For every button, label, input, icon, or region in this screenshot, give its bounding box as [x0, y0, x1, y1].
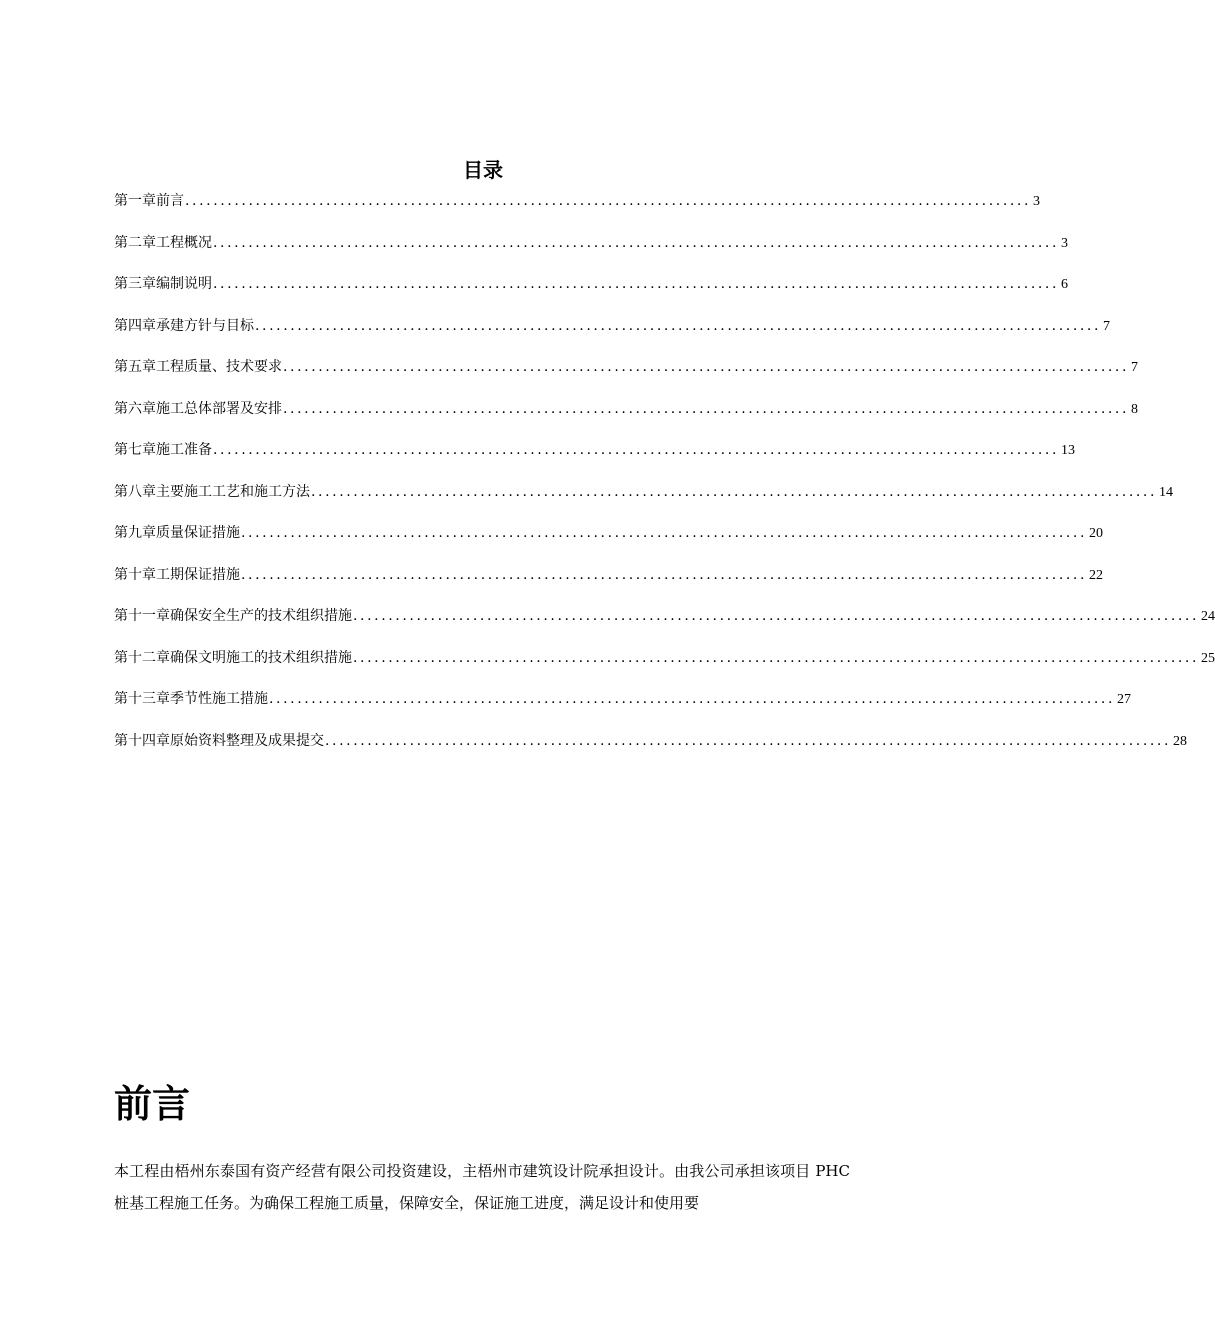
toc-chapter-title: 主要施工工艺和施工方法 — [156, 483, 310, 500]
toc-chapter-title: 工程质量、技术要求 — [156, 359, 282, 375]
toc-page-number: 28 — [1173, 733, 1188, 749]
toc-chapter-title: 季节性施工措施 — [170, 691, 268, 707]
toc-page-number: 8 — [1131, 401, 1139, 417]
toc-dot-leader: ........................................................................................................................ — [283, 359, 1130, 375]
toc-dot-leader: ........................................................................................................................ — [213, 442, 1060, 458]
toc-dot-leader: ........................................................................................................................ — [241, 525, 1088, 541]
toc-page-number: 22 — [1089, 567, 1104, 583]
toc-entry[interactable] — [114, 272, 1069, 314]
toc-dot-leader: ........................................................................................................................ — [241, 566, 1088, 583]
toc-page-number: 24 — [1201, 609, 1215, 624]
toc-entry[interactable] — [114, 231, 1069, 273]
toc-page-number: 13 — [1061, 443, 1076, 458]
toc-dot-leader: ........................................................................................................................ — [185, 193, 1032, 209]
toc-chapter-title: 工程概况 — [156, 234, 212, 251]
toc-entry[interactable] — [114, 355, 1139, 397]
toc-chapter-number: 第五章 — [114, 359, 156, 375]
toc-chapter-number: 第三章 — [114, 276, 156, 292]
toc-chapter-number: 第十四章 — [114, 732, 170, 749]
toc-entry[interactable] — [114, 438, 1076, 480]
toc-chapter-title: 确保安全生产的技术组织措施 — [170, 608, 352, 624]
toc-page-number: 6 — [1061, 277, 1069, 292]
toc-chapter-number: 第十二章 — [114, 649, 170, 666]
table-of-contents — [114, 189, 1215, 770]
toc-chapter-title: 工期保证措施 — [156, 566, 240, 583]
toc-dot-leader: ........................................................................................................................ — [269, 691, 1116, 707]
toc-chapter-title: 承建方针与目标 — [156, 317, 254, 334]
toc-chapter-title: 施工总体部署及安排 — [156, 400, 282, 417]
toc-chapter-number: 第十章 — [114, 566, 156, 583]
toc-chapter-number: 第七章 — [114, 442, 156, 458]
toc-entry[interactable] — [114, 521, 1104, 563]
toc-title: 目录 — [463, 158, 503, 182]
toc-page-number: 25 — [1201, 650, 1215, 666]
toc-page-number: 27 — [1117, 692, 1132, 707]
toc-entry[interactable] — [114, 480, 1174, 522]
toc-page-number: 20 — [1089, 526, 1104, 541]
toc-entry[interactable] — [114, 563, 1104, 605]
toc-chapter-title: 施工准备 — [156, 442, 212, 458]
preface-heading: 前言 — [114, 1082, 191, 1126]
toc-entry[interactable] — [114, 314, 1111, 356]
toc-page-number: 7 — [1103, 318, 1111, 334]
toc-dot-leader: ........................................................................................................................ — [325, 732, 1172, 749]
toc-chapter-title: 确保文明施工的技术组织措施 — [170, 649, 352, 666]
toc-chapter-title: 质量保证措施 — [156, 525, 240, 541]
toc-chapter-title: 编制说明 — [156, 276, 212, 292]
toc-dot-leader: ........................................................................................................................ — [353, 608, 1200, 624]
toc-page-number: 14 — [1159, 484, 1174, 500]
toc-entry[interactable] — [114, 729, 1188, 771]
toc-dot-leader: ........................................................................................................................ — [353, 649, 1200, 666]
toc-chapter-number: 第九章 — [114, 525, 156, 541]
toc-chapter-number: 第四章 — [114, 317, 156, 334]
toc-page-number: 3 — [1061, 235, 1069, 251]
toc-entry[interactable] — [114, 189, 1041, 231]
toc-page-number: 3 — [1033, 194, 1041, 209]
toc-chapter-number: 第十三章 — [114, 691, 170, 707]
toc-chapter-number: 第六章 — [114, 400, 156, 417]
preface-paragraph: 本工程由梧州东泰国有资产经营有限公司投资建设，主梧州市建筑设计院承担设计。由我公司承担该项目 PHC 桩基工程施工任务。为确保工程施工质量，保障安全，保证施工进度，满足设计和使用要 — [114, 1162, 850, 1212]
toc-chapter-title: 原始资料整理及成果提交 — [170, 732, 324, 749]
toc-entry[interactable] — [114, 604, 1215, 646]
toc-page-number: 7 — [1131, 360, 1139, 375]
toc-dot-leader: ........................................................................................................................ — [213, 276, 1060, 292]
toc-chapter-number: 第二章 — [114, 234, 156, 251]
toc-entry[interactable] — [114, 397, 1139, 439]
toc-chapter-title: 前言 — [156, 193, 184, 209]
toc-dot-leader: ........................................................................................................................ — [311, 483, 1158, 500]
toc-entry[interactable] — [114, 687, 1132, 729]
toc-chapter-number: 第十一章 — [114, 608, 170, 624]
toc-dot-leader: ........................................................................................................................ — [213, 234, 1060, 251]
toc-dot-leader: ........................................................................................................................ — [255, 317, 1102, 334]
toc-entry[interactable] — [114, 646, 1215, 688]
toc-dot-leader: ........................................................................................................................ — [283, 400, 1130, 417]
toc-chapter-number: 第一章 — [114, 193, 156, 209]
toc-chapter-number: 第八章 — [114, 483, 156, 500]
